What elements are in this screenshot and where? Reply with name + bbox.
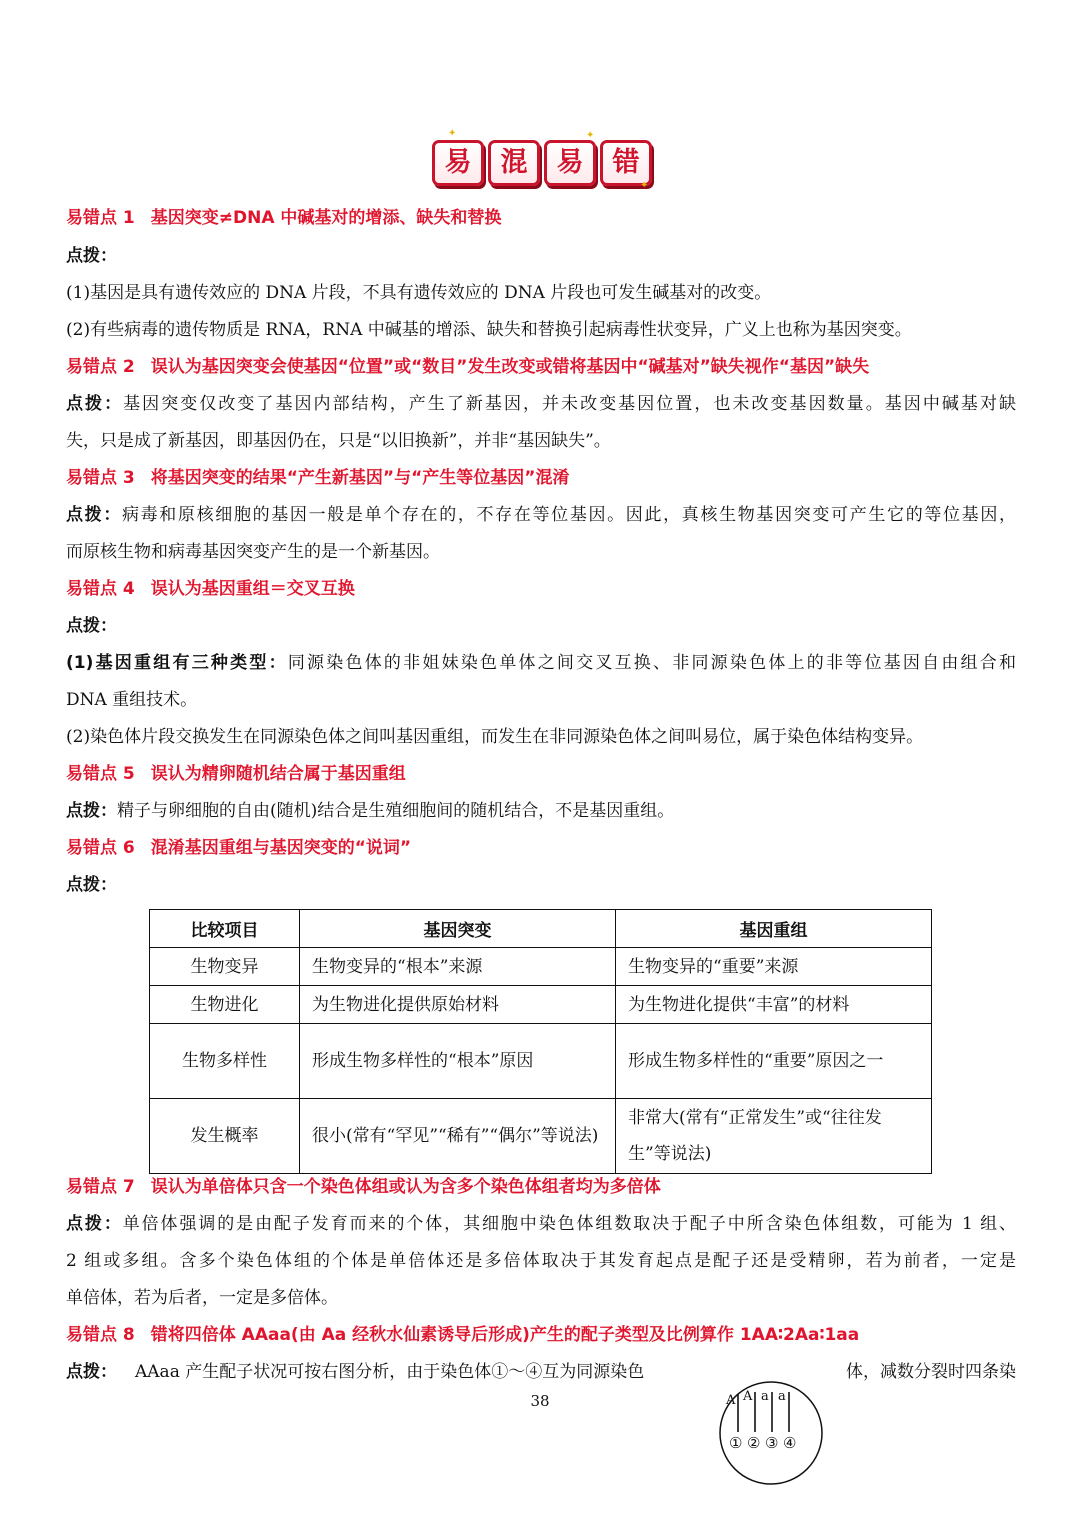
paragraph-line (66, 651, 1016, 675)
table-cell: 很小(常有“罕见”“稀有”“偶尔”等说法) (300, 1099, 616, 1174)
table-cell: 非常大(常有“正常发生”或“往往发生”等说法) (616, 1099, 932, 1174)
item-title: 错将四倍体 AAaa(由 Aa 经秋水仙素诱导后形成)产生的配子类型及比例算作 1AA∶2Aa∶1aa (150, 1325, 860, 1345)
tip-label: 点拨： (66, 246, 117, 266)
item-title: 误认为基因突变会使基因“位置”或“数目”发生改变或错将基因中“碱基对”缺失视作“基因”缺失 (150, 357, 870, 377)
banner-tile: 错 (600, 140, 652, 186)
page-number: 38 (530, 1392, 550, 1410)
item-title: 混淆基因重组与基因突变的“说词” (150, 838, 412, 858)
item-heading (66, 577, 1016, 601)
tip-label-line (66, 614, 1016, 638)
sparkle-icon: ✦ (448, 128, 457, 139)
paragraph-line: 2 组或多组。含多个染色体组的个体是单倍体还是多倍体取决于其发育起点是配子还是受精卵，若为前者，一定是 (66, 1251, 1016, 1271)
item-heading (66, 1323, 1016, 1347)
chromosome-number: ② (747, 1434, 761, 1452)
allele-label: a (761, 1389, 769, 1404)
title-banner (432, 140, 652, 188)
allele-label: A (726, 1393, 736, 1408)
table-cell: 生物变异的“根本”来源 (300, 948, 616, 986)
banner-tile: 易 (544, 140, 596, 186)
tip-label: 点拨： (66, 875, 117, 895)
paragraph-text: AAaa 产生配子状况可按右图分析，由于染色体①～④互为同源染色 (135, 1362, 645, 1382)
sparkle-icon: ✦ (586, 130, 595, 141)
banner-tile: 混 (488, 140, 540, 186)
paragraph-line (66, 1212, 1016, 1236)
paragraph-line: (2)染色体片段交换发生在同源染色体之间叫基因重组，而发生在非同源染色体之间叫易位，属于染色体结构变异。 (66, 727, 924, 747)
paragraph-text: 基因突变仅改变了基因内部结构，产生了新基因，并未改变基因位置，也未改变基因数量。基因中碱基对缺 (123, 394, 1017, 414)
paragraph-line: (2)有些病毒的遗传物质是 RNA，RNA 中碱基的增添、缺失和替换引起病毒性状变异，广义上也称为基因突变。 (66, 320, 912, 340)
tip-label: 点拨： (66, 505, 122, 525)
item-title: 误认为精卵随机结合属于基因重组 (150, 764, 406, 784)
paragraph-line: DNA 重组技术。 (66, 690, 198, 710)
tip-label-line (66, 873, 1016, 897)
paragraph-line: (1)基因是具有遗传效应的 DNA 片段，不具有遗传效应的 DNA 片段也可发生碱基对的改变。 (66, 283, 772, 303)
table-cell: 生物变异 (150, 948, 300, 986)
paragraph-line: 而原核生物和病毒基因突变产生的是一个新基因。 (66, 542, 440, 562)
allele-label: a (778, 1389, 786, 1404)
table-header: 基因突变 (300, 910, 616, 948)
item-heading (66, 355, 1016, 379)
bold-lead: (1)基因重组有三种类型： (66, 653, 288, 673)
comparison-table (149, 909, 932, 1174)
paragraph-line: 体，减数分裂时四条染 (846, 1362, 1016, 1382)
item-number: 易错点 1 (66, 208, 135, 228)
item-number: 易错点 7 (66, 1177, 135, 1197)
table-cell: 发生概率 (150, 1099, 300, 1174)
tip-label-line (66, 244, 1016, 268)
table-header-row (150, 910, 932, 948)
paragraph-line: 失，只是成了新基因，即基因仍在，只是“以旧换新”，并非“基因缺失”。 (66, 431, 611, 451)
tip-label: 点拨： (66, 1362, 117, 1382)
item-number: 易错点 2 (66, 357, 135, 377)
chromosome-diagram (718, 1380, 824, 1486)
item-heading (66, 1175, 1016, 1199)
table-header: 比较项目 (150, 910, 300, 948)
paragraph-text: 精子与卵细胞的自由(随机)结合是生殖细胞间的随机结合，不是基因重组。 (117, 801, 675, 821)
chromosome-number: ④ (783, 1434, 797, 1452)
item-number: 易错点 6 (66, 838, 135, 858)
item-title: 基因突变≠DNA 中碱基对的增添、缺失和替换 (150, 208, 502, 228)
item-number: 易错点 8 (66, 1325, 135, 1345)
chromosome-number: ① (729, 1434, 743, 1452)
item-title: 误认为单倍体只含一个染色体组或认为含多个染色体组者均为多倍体 (150, 1177, 661, 1197)
table-cell: 为生物进化提供“丰富”的材料 (616, 986, 932, 1024)
table-cell: 形成生物多样性的“重要”原因之一 (616, 1024, 932, 1099)
tip-label: 点拨： (66, 616, 117, 636)
paragraph-line: 单倍体，若为后者，一定是多倍体。 (66, 1288, 338, 1308)
item-heading (66, 836, 1016, 860)
paragraph-line (66, 503, 1016, 527)
item-heading (66, 466, 1016, 490)
item-heading (66, 762, 1016, 786)
table-cell: 生物进化 (150, 986, 300, 1024)
item-number: 易错点 5 (66, 764, 135, 784)
sparkle-icon: ✦ (640, 180, 649, 191)
item-title: 将基因突变的结果“产生新基因”与“产生等位基因”混淆 (150, 468, 570, 488)
table-row (150, 1024, 932, 1099)
table-cell: 形成生物多样性的“根本”原因 (300, 1024, 616, 1099)
table-row (150, 948, 932, 986)
paragraph-line (66, 799, 1016, 823)
table-row (150, 986, 932, 1024)
paragraph-text: 单倍体强调的是由配子发育而来的个体，其细胞中染色体组数取决于配子中所含染色体组数，可能为 1 组、 (122, 1214, 1017, 1234)
paragraph-text: 病毒和原核细胞的基因一般是单个存在的，不存在等位基因。因此，真核生物基因突变可产生它的等位基因， (121, 505, 1017, 525)
item-number: 易错点 3 (66, 468, 135, 488)
paragraph-line (66, 392, 1016, 416)
paragraph-text: 同源染色体的非姐妹染色单体之间交叉互换、非同源染色体上的非等位基因自由组合和 (287, 653, 1017, 673)
tip-label: 点拨： (66, 394, 124, 414)
tip-label: 点拨： (66, 1214, 123, 1234)
item-number: 易错点 4 (66, 579, 135, 599)
allele-label: A (743, 1389, 753, 1404)
table-cell: 生物变异的“重要”来源 (616, 948, 932, 986)
table-row (150, 1099, 932, 1174)
item-heading (66, 206, 1016, 230)
banner-tile: 易 (432, 140, 484, 186)
table-cell: 为生物进化提供原始材料 (300, 986, 616, 1024)
table-header: 基因重组 (616, 910, 932, 948)
table-cell: 生物多样性 (150, 1024, 300, 1099)
item-title: 误认为基因重组＝交叉互换 (150, 579, 355, 599)
chromosome-number: ③ (765, 1434, 779, 1452)
tip-label: 点拨： (66, 801, 117, 821)
